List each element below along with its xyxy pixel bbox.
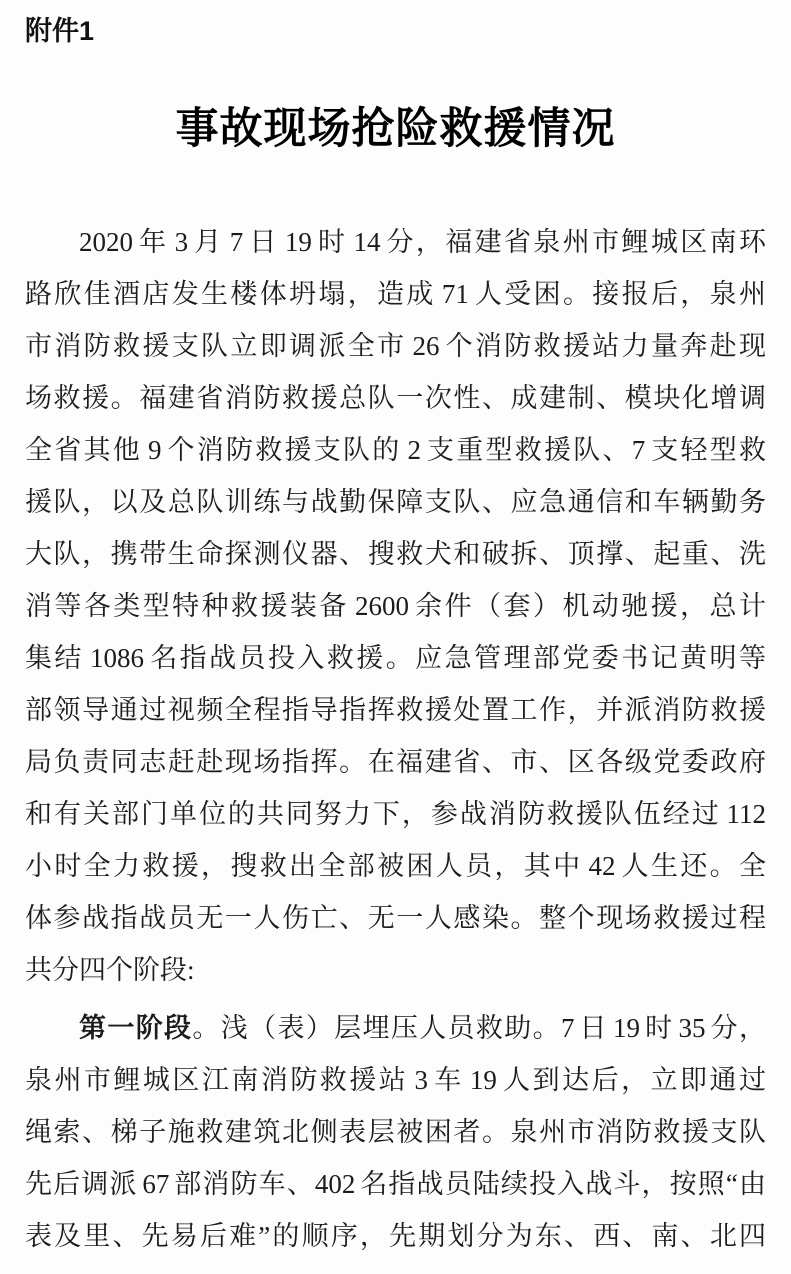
body-line: 共分四个阶段: (25, 955, 195, 985)
stage-one-heading: 第一阶段 (79, 1013, 193, 1043)
body-line: 体参战指战员无一人伤亡、无一人感染。整个现场救援过程 (25, 903, 766, 933)
body-line: 场救援。福建省消防救援总队一次性、成建制、模块化增调 (25, 383, 766, 413)
body-line: 局负责同志赶赴现场指挥。在福建省、市、区各级党委政府 (25, 747, 766, 777)
body-line: 援队，以及总队训练与战勤保障支队、应急通信和车辆勤务 (25, 487, 766, 517)
body-line: 泉州市鲤城区江南消防救援站 3 车 19 人到达后，立即通过 (25, 1065, 766, 1095)
body-line: 先后调派 67 部消防车、402 名指战员陆续投入战斗，按照“由 (25, 1169, 766, 1199)
body-line: 部领导通过视频全程指导指挥救援处置工作，并派消防救援 (25, 695, 766, 725)
body-line (25, 1002, 766, 1054)
body-line: 消等各类型特种救援装备 2600 余件（套）机动驰援，总计 (25, 591, 766, 621)
body-line: 小时全力救援，搜救出全部被困人员，其中 42 人生还。全 (25, 851, 766, 881)
body-line: 路欣佳酒店发生楼体坍塌，造成 71 人受困。接报后，泉州 (25, 279, 766, 309)
body-line: 大队，携带生命探测仪器、搜救犬和破拆、顶撑、起重、洗 (25, 539, 766, 569)
body-line: 和有关部门单位的共同努力下，参战消防救援队伍经过 112 (25, 799, 766, 829)
document-title: 事故现场抢险救援情况 (175, 106, 616, 153)
body-line: 绳索、梯子施救建筑北侧表层被困者。泉州市消防救援支队 (25, 1117, 766, 1147)
document-body (25, 216, 766, 1262)
body-line: 全省其他 9 个消防救援支队的 2 支重型救援队、7 支轻型救 (25, 435, 766, 465)
body-line: 市消防救援支队立即调派全市 26 个消防救援站力量奔赴现 (25, 331, 766, 361)
attachment-label: 附件1 (25, 16, 95, 46)
body-line: 集结 1086 名指战员投入救援。应急管理部党委书记黄明等 (25, 643, 766, 673)
body-line: 表及里、先易后难”的顺序，先期划分为东、西、南、北四 (25, 1221, 766, 1251)
body-line: 2020 年 3 月 7 日 19 时 14 分，福建省泉州市鲤城区南环 (79, 227, 766, 257)
stage-one-text: 。浅（表）层埋压人员救助。7 日 19 时 35 分， (192, 1013, 766, 1043)
